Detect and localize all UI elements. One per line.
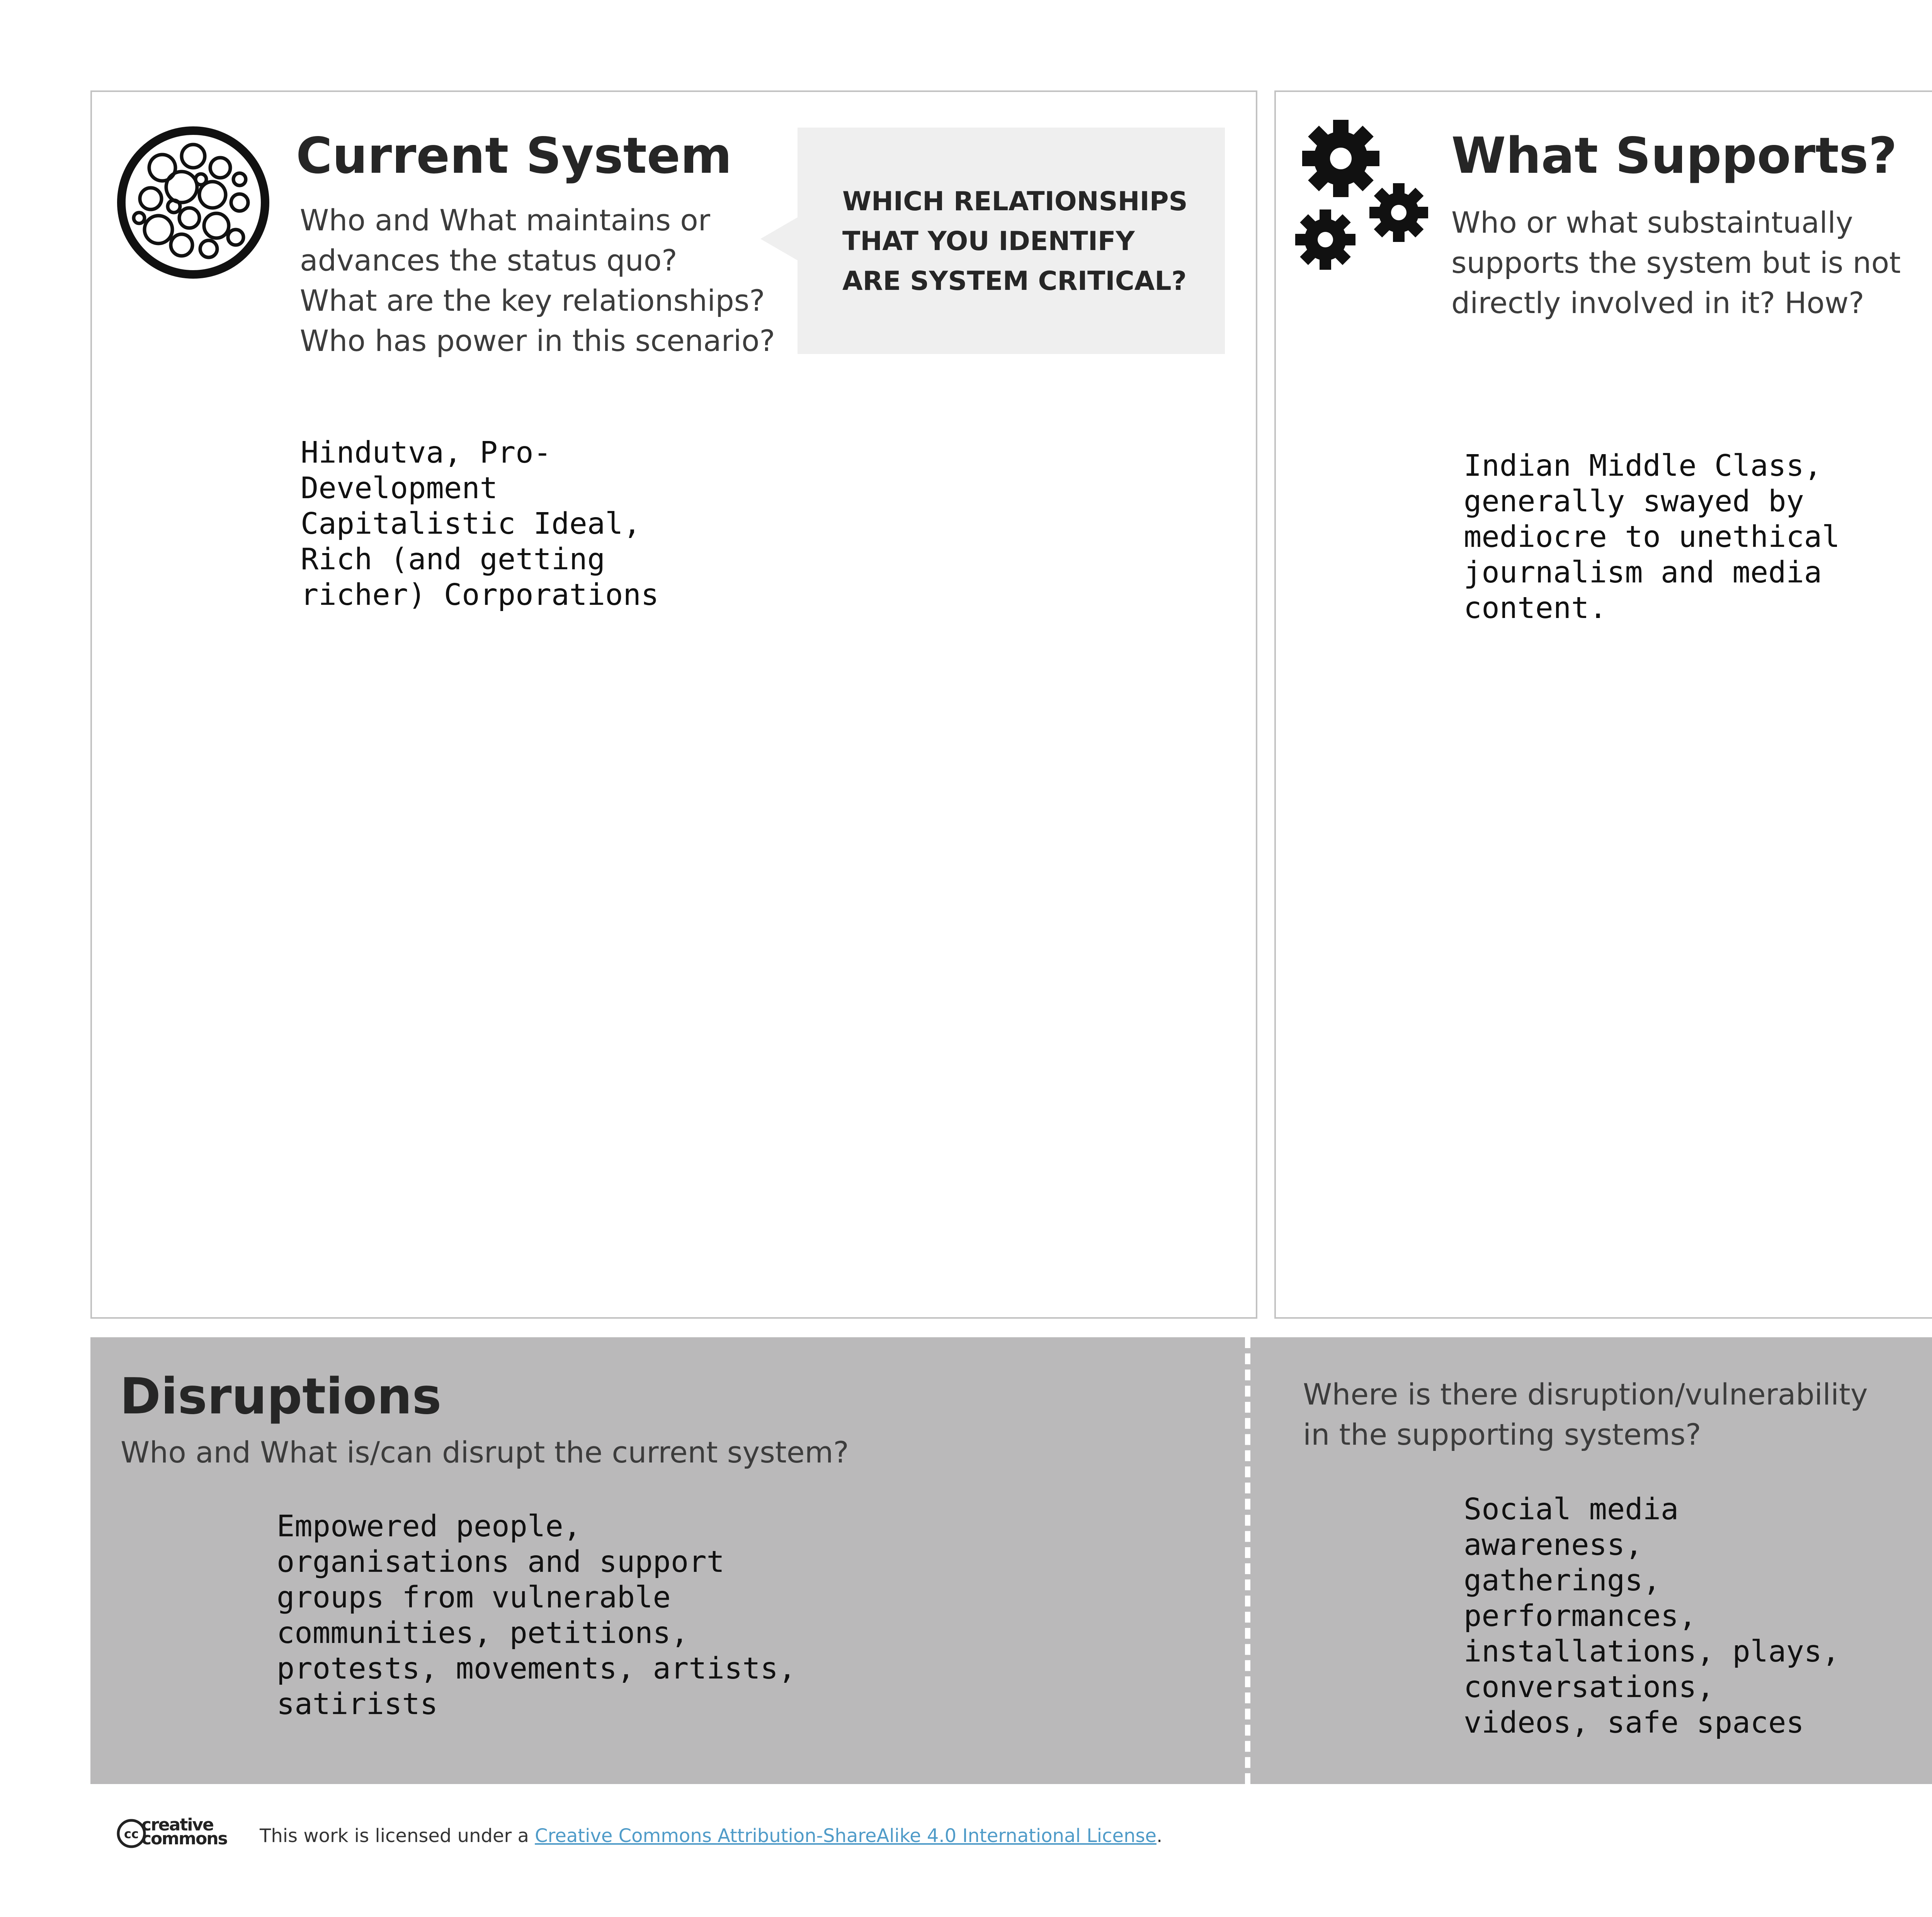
license-prefix: This work is licensed under a [260,1825,535,1847]
disruptions-title: Disruptions [120,1368,442,1425]
svg-text:cc: cc [124,1827,139,1841]
license-suffix: . [1156,1825,1163,1847]
callout-text: WHICH RELATIONSHIPS THAT YOU IDENTIFY ARE SYSTEM CRITICAL? [842,186,1188,296]
what-supports-answer[interactable]: Indian Middle Class, generally swayed by mediocre to unethical journalism and media content. [1464,449,1840,625]
cc-word-1: creative [141,1815,213,1835]
what-supports-prompt: Who or what substaintually supports the system but is not directly involved in it? How? [1451,205,1901,320]
license-text [260,1825,1162,1847]
supporting-disruption-prompt: Where is there disruption/vulnerability in the supporting systems? [1303,1377,1868,1452]
current-system-prompt: Who and What maintains or advances the status quo? What are the key relationships? Who has power in this scenario? [300,203,775,358]
disruptions-answer[interactable]: Empowered people, organisations and support groups from vulnerable communities, petitions, protests, movements, artists, satirists [277,1509,796,1721]
disruptions-prompt: Who and What is/can disrupt the current system? [121,1435,849,1469]
current-system-answer[interactable]: Hindutva, Pro- Development Capitalistic Ideal, Rich (and getting richer) Corporations [301,436,659,612]
gears-icon [1294,120,1434,274]
creative-commons-logo [116,1817,240,1847]
callout-pointer [760,216,799,261]
system-critical-callout [798,128,1225,354]
current-system-title: Current System [296,127,732,185]
cc-word-2: commons [141,1829,227,1849]
what-supports-title: What Supports? [1451,127,1897,185]
circles-icon [116,125,270,280]
divider-left [1245,1337,1250,1784]
supporting-disruption-answer[interactable]: Social media awareness, gatherings, performances, installations, plays, conversations, videos, safe spaces [1464,1492,1840,1740]
license-link[interactable]: Creative Commons Attribution-ShareAlike 4.0 International License [535,1825,1157,1847]
